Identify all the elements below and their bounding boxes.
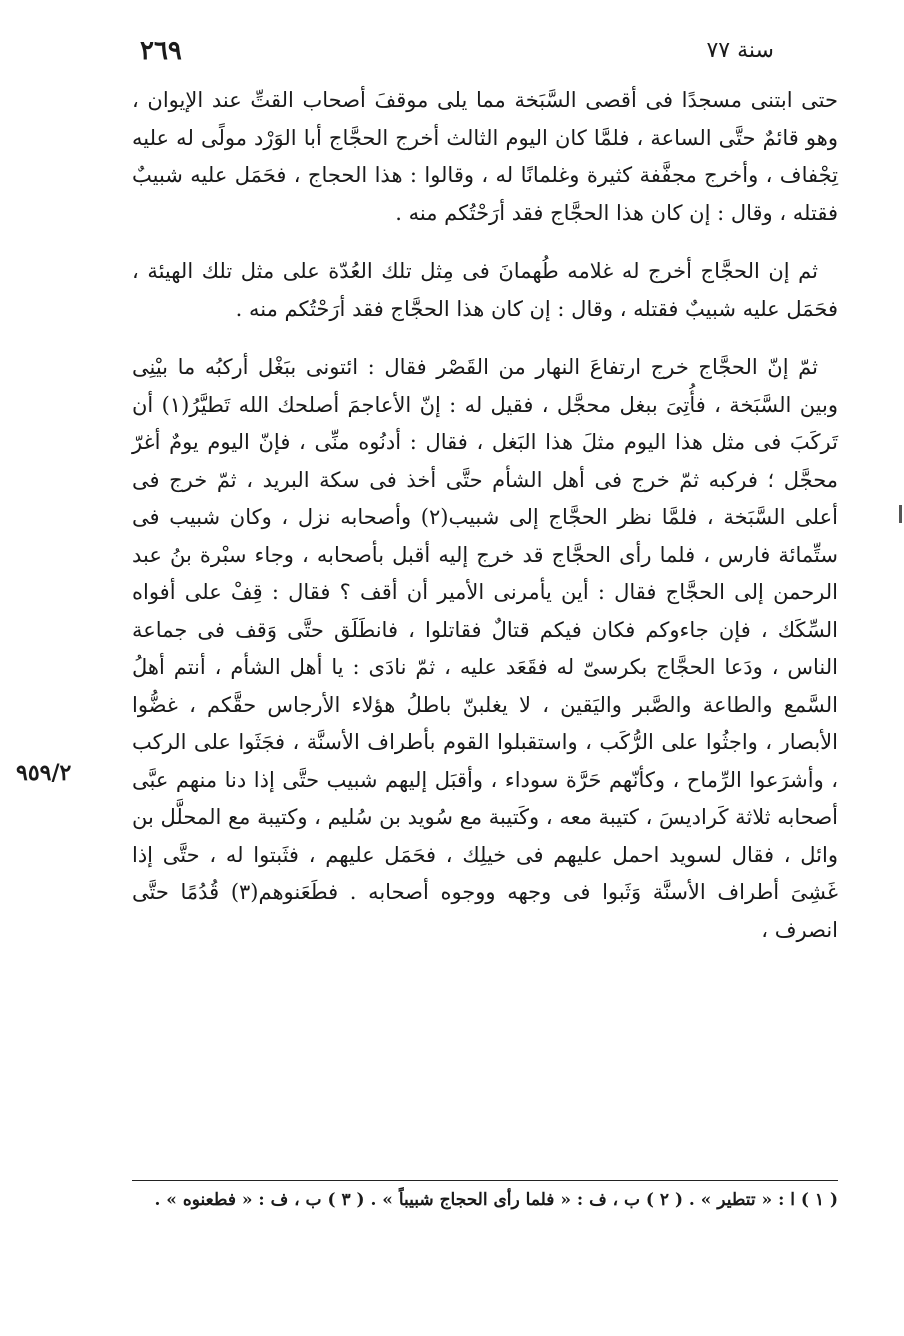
paragraph-1: حتى ابتنى مسجدًا فى أقصى السَّبَخة مما يلى موقفَ أصحاب القتِّ عند الإيوان ، وهو قائمٌ حتَّى الساعة ، فلمَّا كان اليوم الثالث أخرج الحجَّاج أبا الوَرْد مولًى له عليه تِجْفاف ، وأخرج مجفَّفة كثيرة وغلمانًا له ، وقالوا : هذا الحجاج ، فحَمَل عليه شبيبٌ فقتله ، وقال : إن كان هذا الحجَّاج فقد أرَحْتُكم منه . — [132, 88, 838, 225]
running-header-year: سنة ٧٧ — [706, 38, 774, 63]
footnote-divider — [132, 1180, 838, 1181]
main-text — [132, 82, 838, 949]
paragraph-2: ثم إن الحجَّاج أخرج له غلامه طُهمانَ فى مِثل تلك العُدّة على مثل تلك الهيئة ، فحَمَل عليه شبيبٌ فقتله ، وقال : إن كان هذا الحجَّاج فقد أرَحْتُكم منه . — [132, 259, 838, 321]
paragraph-3: ثمّ إنّ الحجَّاج خرج ارتفاعَ النهار من القَصْر فقال : ائتونى ببَغْل أركبُه ما بيْنِى وبين السَّبَخة ، فأُتِىَ ببغل محجَّل ، فقيل له : إنّ الأعاجمَ أصلحك الله تَطيَّرُ(١) أن تَركَبَ فى مثل هذا اليوم مثلَ هذا البَغل ، فقال : أدنُوه منِّى ، فإنّ اليوم يومٌ أغرّ محجَّل ؛ فركبه ثمّ خرج فى أهل الشأم حتَّى أخذ فى سكة البريد ، ثمّ خرج فى أعلى السَّبَخة ، فلمَّا نظر الحجَّاج إلى شبيب(٢) وأصحابه نزل ، وكان شبيب فى ستِّمائة فارس ، فلما رأى الحجَّاج قد خرج إليه أقبل بأصحابه ، وجاء سبْرة بنُ عبد الرحمن إلى الحجَّاج فقال : أين يأمرنى الأمير أن أقف ؟ فقال : قِفْ على أفواه السِّكَك ، فإن جاءوكم فكان فيكم قتالٌ فقاتلوا ، فانطَلَق حتَّى وَقف فى جماعة الناس ، ودَعا الحجَّاج بكرسىّ له فقَعَد عليه ، ثمّ نادَى : يا أهل الشأم ، أنتم أهلُ السَّمع والطاعة والصَّبر واليَقين ، لا يغلبنّ باطلُ هؤلاء الأرجاس حقَّكم ، غضُّوا الأبصار ، واجثُوا على الرُّكَب ، واستقبلوا القوم بأطراف الأسنَّة ، فجَثَوا على الركب ، وأشرَعوا الرِّماح ، وكأنّهم حَرَّة سوداء ، وأقبَل إليهم شبيب حتَّى إذا دنا منهم عبَّى أصحابه ثلاثة كَراديسَ ، كتيبة معه ، وكَتيبة مع سُويد بن سُليم ، وكتيبة مع المحلَّل بن وائل ، فقال لسويد احمل عليهم فى خيلِك ، فحَمَل عليهم ، فثَبتوا له ، حتَّى إذا غَشِىَ أطراف الأسنَّة وَثَبوا فى وجهه ووجوه أصحابه . فطَعَنوهم(٣) قُدُمًا حتَّى انصرف ، — [132, 355, 839, 942]
page-number: ٢٦٩ — [140, 36, 182, 66]
scan-artifact — [899, 505, 902, 523]
margin-reference: ٩٥٩/٢ — [16, 760, 72, 786]
footnotes: ( ١ ) ا : « تتطير » . ( ٢ ) ب ، ف : « فلما رأى الحجاج شبيباً » . ( ٣ ) ب ، ف : « فطعنوه » . — [154, 1190, 838, 1210]
